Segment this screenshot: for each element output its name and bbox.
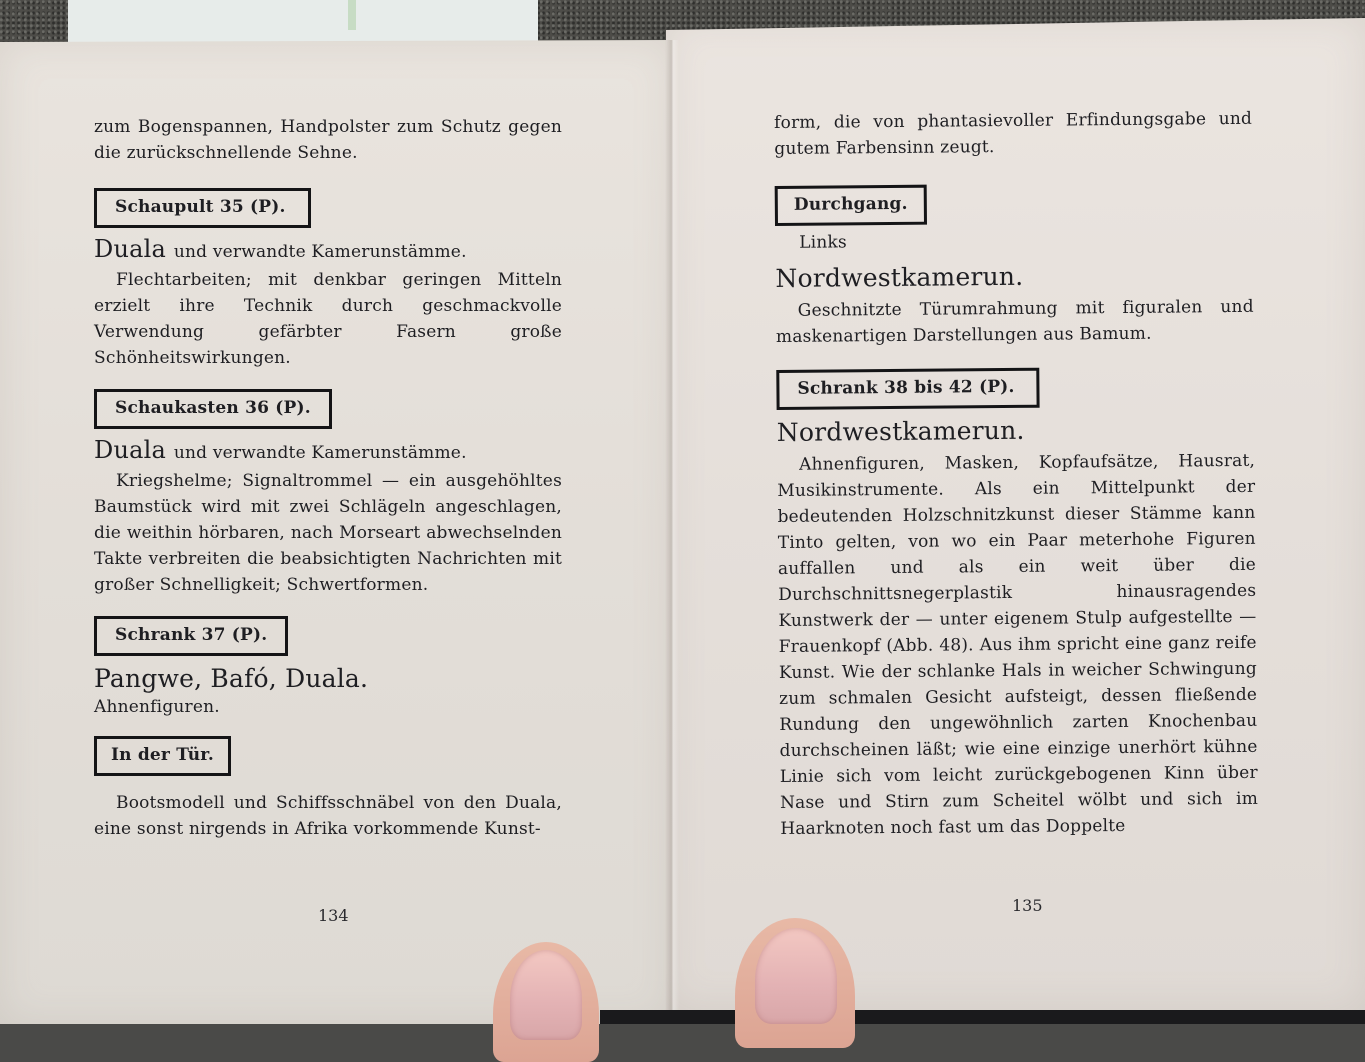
- section-region: [94, 435, 562, 468]
- page-number-left: 134: [318, 906, 349, 925]
- left-page-text: [94, 114, 562, 842]
- section-label: Schaupult 35 (P).: [94, 188, 311, 228]
- section-text: Kriegshelme; Signaltrommel — ein ausgehöhltes Baumstück wird mit zwei Schlägeln angeschlagen, die weithin hörbaren, nach Morseart abwechselnden Takte verbreiten die beabsichtigten Nachrichten mit großer Schnelligkeit; Schwertformen.: [94, 471, 562, 595]
- continuation-text: zum Bogenspannen, Handpolster zum Schutz gegen die zurückschnellende Sehne.: [94, 117, 562, 163]
- section-region: [94, 234, 562, 267]
- section-label: Schrank 38 bis 42 (P).: [776, 368, 1040, 410]
- left-thumbnail: [510, 950, 582, 1040]
- section-text: Flechtarbeiten; mit denkbar geringen Mitteln erzielt ihre Technik durch geschmackvolle Verwendung gefärbter Fasern große Schönheitswirkungen.: [94, 270, 562, 368]
- region-name: Duala: [94, 235, 166, 263]
- region-suffix: und verwandte Kamerunstämme.: [173, 443, 467, 463]
- section-sublabel: Links: [799, 232, 847, 253]
- section-text: Geschnitzte Türumrahmung mit figuralen und maskenartigen Darstellungen aus Bamum.: [775, 296, 1254, 347]
- underlying-paper-strip: [348, 0, 356, 30]
- section-label: In der Tür.: [94, 736, 231, 776]
- section-text: Ahnenfiguren, Masken, Kopfaufsätze, Hausrat, Musikinstrumente. Als ein Mittelpunkt der bedeutenden Holzschnitzkunst dieser Stämme kann Tinto gelten, von wo ein Paar meterhohe Figuren auffallen und als ein weit über die Durchschnittsnegerplastik hinausragendes Kunstwerk der — unter eigenem Stulp aufgestellte — Frauenkopf (Abb. 48). Aus ihm spricht eine ganz reife Kunst. Wie der schlanke Hals in weicher Schwingung zum schmalen Gesicht aufsteigt, dessen fließende Rundung den ungewöhnlich zarten Knochenbau durchscheinen läßt; wie eine einzige unerhört kühne Linie sich vom leicht zurückgebogenen Kinn über Nase und Stirn zum Scheitel wölbt und sich im Haarknoten noch fast um das Doppelte: [777, 450, 1259, 839]
- page-number-right: 135: [1012, 896, 1043, 915]
- right-page-text: [774, 106, 1258, 842]
- region-suffix: und verwandte Kamerunstämme.: [173, 242, 467, 262]
- section-text: Ahnenfiguren.: [94, 697, 220, 717]
- section-label: Durchgang.: [775, 185, 927, 226]
- region-name: Duala: [94, 436, 166, 464]
- book-gutter: [665, 40, 679, 1024]
- bottom-shadow: [600, 1010, 1365, 1024]
- right-thumbnail: [755, 928, 837, 1024]
- continuation-text: form, die von phantasievoller Erfindungsgabe und gutem Farbensinn zeugt.: [774, 108, 1253, 159]
- section-label: Schrank 37 (P).: [94, 616, 288, 656]
- section-label: Schaukasten 36 (P).: [94, 389, 332, 429]
- underlying-paper: [68, 0, 538, 42]
- section-region: Pangwe, Bafó, Duala.: [94, 664, 369, 693]
- section-text: Bootsmodell und Schiffsschnäbel von den Duala, eine sonst nirgends in Afrika vorkommende Kunst-: [94, 793, 562, 839]
- section-region: Nordwestkamerun.: [775, 261, 1024, 293]
- section-region: Nordwestkamerun.: [776, 415, 1025, 447]
